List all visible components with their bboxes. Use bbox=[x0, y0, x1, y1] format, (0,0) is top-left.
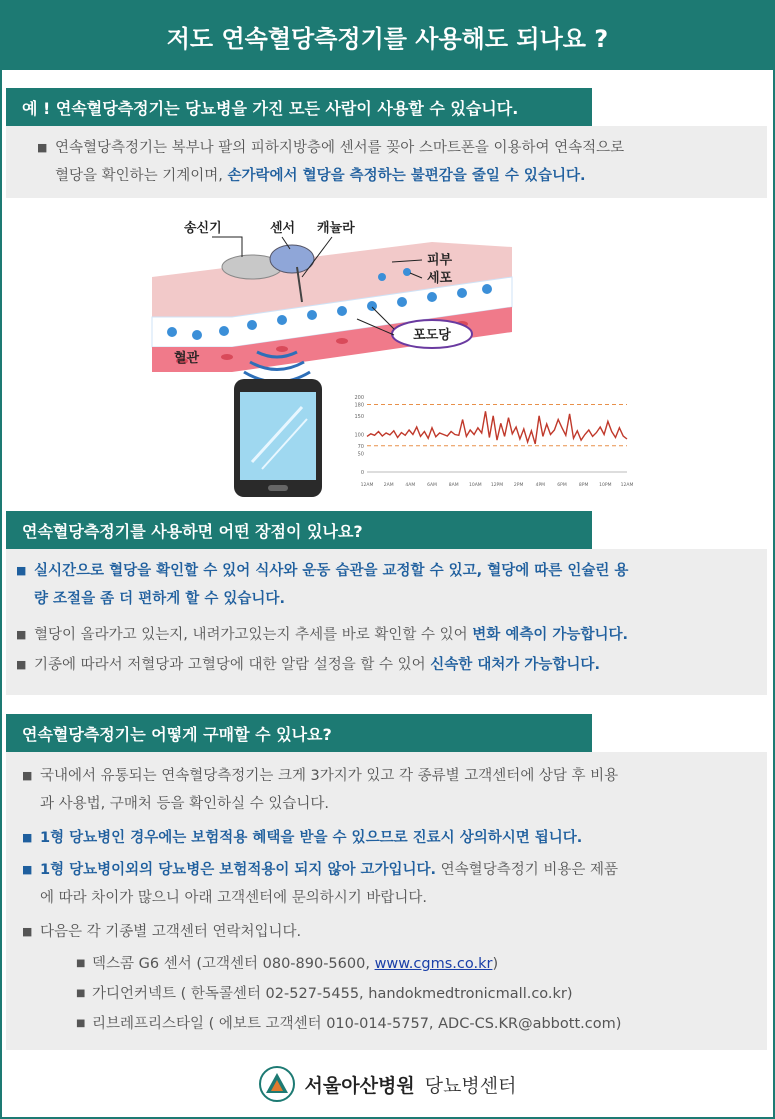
label-cell: 세포 bbox=[427, 271, 453, 286]
square-bullet-icon: ■ bbox=[16, 628, 27, 641]
x-tick-label: 8PM bbox=[578, 483, 589, 488]
x-tick-label: 8AM bbox=[448, 483, 459, 488]
hospital-logo-icon bbox=[259, 1066, 295, 1102]
section3-b3-line2: 에 따라 차이가 많으니 아래 고객센터에 문의하시기 바랍니다. bbox=[40, 890, 428, 906]
label-glucose: 포도당 bbox=[413, 328, 451, 343]
page-title: 저도 연속혈당측정기를 사용해도 되나요 ? bbox=[2, 2, 773, 70]
section2-b2-emph: 변화 예측이 가능합니다. bbox=[472, 627, 628, 643]
smartphone-icon bbox=[234, 379, 322, 497]
section2-b3-text: 기종에 따라서 저혈당과 고혈당에 대한 알람 설정을 할 수 있어 bbox=[34, 657, 431, 673]
y-tick-label: 70 bbox=[357, 443, 364, 450]
cgms-website-link[interactable]: www.cgms.co.kr bbox=[374, 956, 493, 972]
footer bbox=[2, 1060, 773, 1108]
square-bullet-icon: ■ bbox=[22, 863, 33, 876]
section3-bullet-1 bbox=[22, 762, 760, 818]
section2-bullet-1 bbox=[16, 557, 759, 613]
x-tick-label: 6AM bbox=[427, 483, 437, 488]
square-bullet-icon: ■ bbox=[76, 1018, 86, 1029]
hospital-name: 서울아산병원 bbox=[304, 1074, 415, 1097]
contact-libre-text: 리브레프리스타일 ( 에보트 고객센터 010-014-5757, ADC-CS.KR@abbott.com) bbox=[92, 1016, 622, 1032]
section3-b3-emph: 1형 당뇨병이외의 당뇨병은 보험적용이 되지 않아 고가입니다. bbox=[40, 862, 437, 878]
section1-heading: 예 ! 연속혈당측정기는 당뇨병을 가진 모든 사람이 사용할 수 있습니다. bbox=[6, 88, 592, 126]
section3-b1-line1: 국내에서 유통되는 연속혈당측정기는 크게 3가지가 있고 각 종류별 고객센터에 상담 후 비용 bbox=[40, 768, 619, 784]
section2-bullet-3 bbox=[16, 651, 774, 679]
label-transmitter: 송신기 bbox=[184, 221, 222, 236]
x-tick-label: 2PM bbox=[513, 483, 524, 488]
x-tick-label: 12AM bbox=[620, 483, 634, 488]
label-cannula: 캐뉼라 bbox=[317, 221, 355, 236]
x-tick-label: 2AM bbox=[383, 483, 394, 488]
section1-bullet bbox=[37, 134, 755, 190]
glucose-chart bbox=[354, 395, 633, 488]
section3-bullet-2 bbox=[22, 824, 760, 852]
section1-text-emph: 손가락에서 혈당을 측정하는 불편감을 줄일 수 있습니다. bbox=[227, 168, 586, 184]
section2-box bbox=[6, 549, 767, 695]
label-skin: 피부 bbox=[427, 253, 453, 268]
section3-heading: 연속혈당측정기는 어떻게 구매할 수 있나요? bbox=[6, 714, 592, 752]
section2-b2-text: 혈당이 올라가고 있는지, 내려가고있는지 추세를 바로 확인할 수 있어 bbox=[34, 627, 473, 643]
square-bullet-icon: ■ bbox=[22, 925, 33, 938]
square-bullet-icon: ■ bbox=[76, 958, 86, 969]
x-tick-label: 4AM bbox=[405, 483, 416, 488]
x-tick-label: 12AM bbox=[360, 483, 374, 488]
section3-b1-line2: 과 사용법, 구매처 등을 확인하실 수 있습니다. bbox=[40, 796, 329, 812]
y-tick-label: 200 bbox=[354, 395, 364, 401]
contact-dexcom-text: 덱스콤 G6 센서 (고객센터 080-890-5600, bbox=[92, 956, 375, 972]
square-bullet-icon: ■ bbox=[22, 769, 33, 782]
section2-b1-line1: 실시간으로 혈당을 확인할 수 있어 식사와 운동 습관을 교정할 수 있고, 혈당에 따른 인슐린 용 bbox=[34, 563, 629, 579]
x-tick-label: 4PM bbox=[535, 483, 546, 488]
section3-b3-text: 연속혈당측정기 비용은 제품 bbox=[436, 862, 618, 878]
center-name: 당뇨병센터 bbox=[424, 1074, 517, 1097]
glucose-series-line bbox=[367, 411, 627, 444]
x-tick-label: 6PM bbox=[557, 483, 567, 488]
x-tick-label: 10PM bbox=[599, 483, 612, 488]
section3-box bbox=[6, 752, 767, 1050]
x-tick-label: 10AM bbox=[468, 483, 482, 488]
y-tick-label: 100 bbox=[354, 432, 364, 439]
section3-bullet-4 bbox=[22, 918, 760, 946]
square-bullet-icon: ■ bbox=[22, 831, 33, 844]
label-vessel: 혈관 bbox=[174, 351, 200, 366]
sensor-shape bbox=[270, 245, 314, 273]
square-bullet-icon: ■ bbox=[76, 988, 86, 999]
contact-libre bbox=[76, 1010, 762, 1038]
square-bullet-icon: ■ bbox=[16, 658, 27, 671]
square-bullet-icon: ■ bbox=[37, 141, 48, 154]
section1-box bbox=[6, 126, 767, 198]
section3-b4-text: 다음은 각 기종별 고객센터 연락처입니다. bbox=[40, 924, 302, 940]
section3-b2-text: 1형 당뇨병인 경우에는 보험적용 혜택을 받을 수 있으므로 진료시 상의하시면 됩니다. bbox=[40, 830, 583, 846]
y-tick-label: 0 bbox=[360, 470, 364, 476]
section1-text-b: 혈당을 확인하는 기계이며, bbox=[55, 168, 228, 184]
square-bullet-icon: ■ bbox=[16, 564, 27, 577]
contact-guardian bbox=[76, 980, 762, 1008]
section2-bullet-2 bbox=[16, 621, 774, 649]
section1-text-a: 연속혈당측정기는 복부나 팔의 피하지방층에 센서를 꽂아 스마트폰을 이용하여 연속적으로 bbox=[55, 140, 625, 156]
y-tick-label: 150 bbox=[354, 413, 364, 420]
section2-heading: 연속혈당측정기를 사용하면 어떤 장점이 있나요? bbox=[6, 511, 592, 549]
section2-b1-line2: 량 조절을 좀 더 편하게 할 수 있습니다. bbox=[34, 591, 285, 607]
y-tick-label: 180 bbox=[354, 402, 364, 409]
x-tick-label: 12PM bbox=[490, 483, 504, 488]
y-tick-label: 50 bbox=[357, 451, 364, 458]
cgm-diagram bbox=[132, 207, 662, 507]
contact-dexcom bbox=[76, 950, 762, 978]
contact-dexcom-tail: ) bbox=[492, 956, 499, 972]
section3-bullet-3 bbox=[22, 856, 760, 912]
label-sensor: 센서 bbox=[270, 221, 296, 236]
section2-b3-emph: 신속한 대처가 가능합니다. bbox=[430, 657, 600, 673]
contact-guardian-text: 가디언커넥트 ( 한독콜센터 02-527-5455, handokmedtronicmall.co.kr) bbox=[92, 986, 573, 1002]
